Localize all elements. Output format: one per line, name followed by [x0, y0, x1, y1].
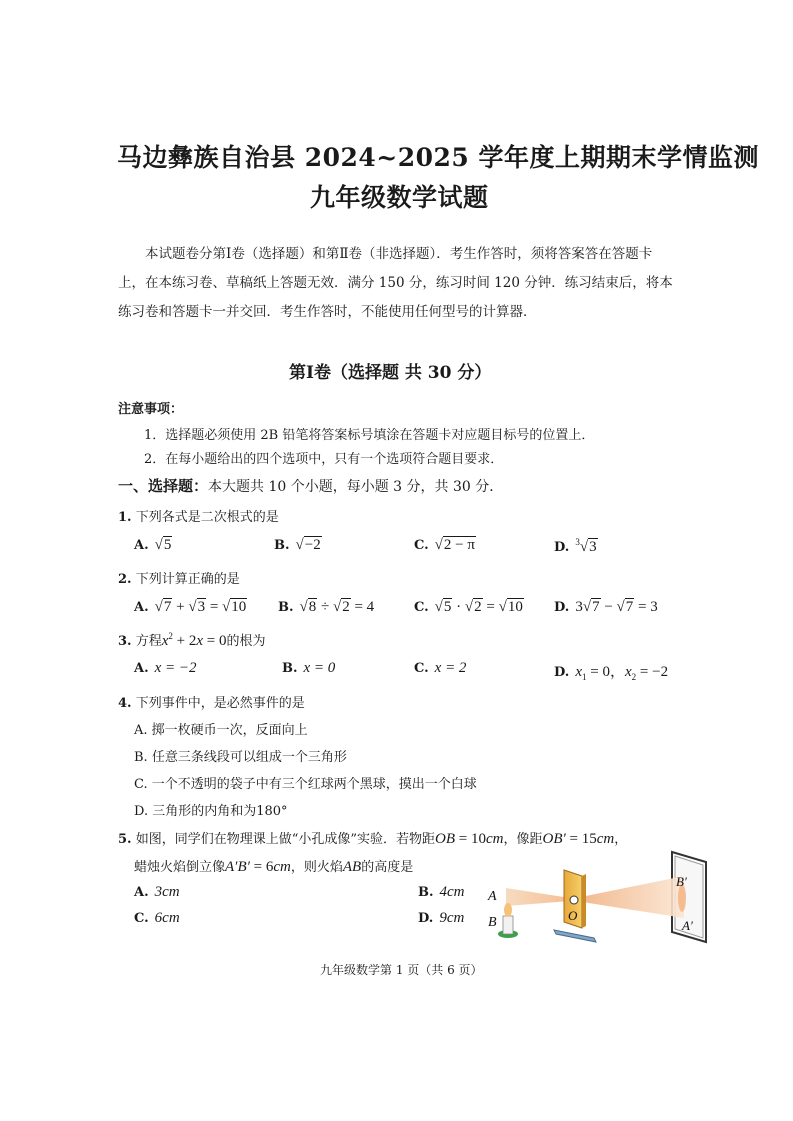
question-text: 下列事件中，是必然事件的是: [135, 696, 305, 711]
section-title: 第Ⅰ卷（选择题 共 30 分）: [289, 363, 492, 383]
question-text: 下列各式是二次根式的是: [135, 510, 279, 525]
q3-option-c: C. x = 2: [414, 660, 467, 676]
q5-option-a: A. 3cm: [134, 884, 180, 900]
q1-option-b: B. √−2: [274, 537, 321, 553]
question-1-stem: [118, 506, 279, 525]
q2-option-a: A. √7 + √3 = √10: [134, 599, 247, 615]
candle-icon: [498, 903, 518, 938]
question-number: 4.: [118, 696, 132, 711]
q3-option-d: D. $x_1 = 0$，$x_2 = -2$: [554, 664, 669, 682]
light-beam-out: [576, 876, 684, 918]
question-3-stem: 3. 方程$x^2 + 2x = 0$的根为: [118, 631, 266, 649]
q1-option-c: C. √2 − π: [414, 537, 475, 553]
note-item: 2．在每小题给出的四个选项中，只有一个选项符合题目要求．: [144, 452, 504, 467]
q4-option-d: D. 三角形的内角和为180°: [134, 804, 288, 819]
question-number: 5.: [118, 832, 132, 847]
note-item: 1．选择题必须使用 2B 铅笔将答案标号填涂在答题卡对应题目标号的位置上．: [144, 428, 595, 443]
exam-title-line2: 九年级数学试题: [310, 183, 489, 212]
notes-heading: 注意事项：: [118, 402, 184, 417]
label-b: B: [488, 915, 497, 930]
q1-option-d: D. $^3$√3: [554, 537, 597, 555]
q3-option-a: A. x = −2: [134, 660, 197, 676]
part1-heading: [118, 475, 503, 496]
q2-option-c: C. √5 · √2 = √10: [414, 599, 523, 615]
label-b-prime: B′: [676, 874, 687, 889]
question-number: 1.: [118, 510, 132, 525]
part1-desc: 本大题共 10 个小题，每小题 3 分，共 30 分．: [208, 479, 504, 495]
q2-option-b: B. √8 ÷ √2 = 4: [278, 599, 375, 615]
q2-option-d: D. 3√7 − √7 = 3: [554, 599, 658, 615]
q5-option-b: B. 4cm: [418, 884, 465, 900]
part1-label: 一、选择题：: [118, 477, 209, 495]
pinhole-figure: [484, 846, 720, 948]
question-5-stem-line1: 5. 如图，同学们在物理课上做“小孔成像”实验．若物距OB = 10cm，像距OB′ = 15cm，: [118, 831, 628, 847]
label-o: O: [568, 908, 578, 923]
label-a: A: [488, 889, 497, 904]
question-number: 2.: [118, 572, 132, 587]
q3-option-b: B. x = 0: [282, 660, 336, 676]
question-number: 3.: [118, 634, 132, 649]
q4-option-b: B. 任意三条线段可以组成一个三角形: [134, 750, 347, 765]
light-beam-in: [506, 888, 570, 906]
label-a-prime: A′: [682, 918, 693, 933]
q1-option-a: A. √5: [134, 537, 172, 553]
q5-option-d: D. 9cm: [418, 910, 465, 926]
q4-option-a: A. 掷一枚硬币一次，反面向上: [134, 723, 308, 738]
exam-title-line1: 马边彝族自治县 2024~2025 学年度上期期末学情监测: [117, 143, 760, 172]
question-2-stem: [118, 568, 240, 587]
question-text: 下列计算正确的是: [135, 572, 240, 587]
q5-option-c: C. 6cm: [134, 910, 180, 926]
intro-paragraph: 本试题卷分第Ⅰ卷（选择题）和第Ⅱ卷（非选择题）．考生作答时，须将答案答在答题卡上，在本练习卷、草稿纸上答题无效．满分 150 分，练习时间 120 分钟．练习结束后，将本练习卷和答题卡一并交回．考生作答时，不能使用任何型号的计算器．: [118, 246, 673, 320]
page-footer: 九年级数学第 1 页（共 6 页）: [320, 963, 483, 977]
question-4-stem: [118, 692, 305, 711]
question-5-stem-line2: 蜡烛火焰倒立像A′B′ = 6cm，则火焰AB的高度是: [134, 859, 414, 875]
pinhole-board-icon: [554, 870, 596, 942]
q4-option-c: C. 一个不透明的袋子中有三个红球两个黑球，摸出一个白球: [134, 777, 477, 792]
